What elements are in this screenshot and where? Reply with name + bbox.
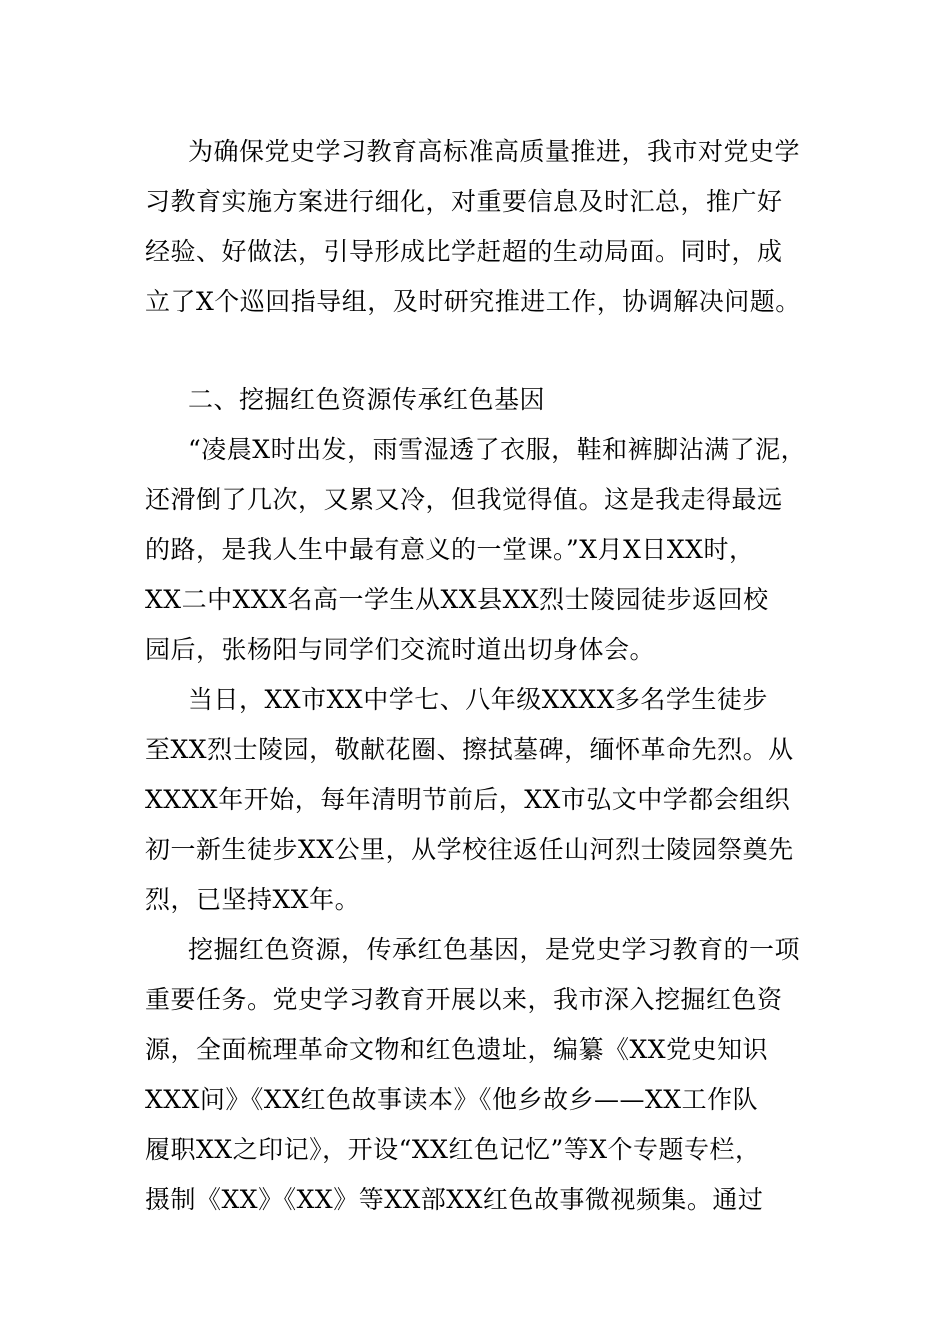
paragraph-line: 重要任务。党史学习教育开展以来，我市深入挖掘红色资 bbox=[145, 985, 783, 1014]
paragraph-line: 烈，已坚持XX年。 bbox=[145, 885, 361, 914]
paragraph-line: 园后，张杨阳与同学们交流时道出切身体会。 bbox=[145, 635, 656, 664]
paragraph-line: 至XX烈士陵园，敬献花圈、擦拭墓碑，缅怀革命先烈。从 bbox=[145, 735, 794, 764]
paragraph-line: 摄制《XX》《XX》等XX部XX红色故事微视频集。通过 bbox=[145, 1185, 764, 1214]
section-heading: 二、挖掘红色资源传承红色基因 bbox=[188, 385, 546, 414]
paragraph-line: 挖掘红色资源，传承红色基因，是党史学习教育的一项 bbox=[188, 935, 801, 964]
paragraph-line: 初一新生徒步XX公里，从学校往返任山河烈士陵园祭奠先 bbox=[145, 835, 794, 864]
paragraph-line: 为确保党史学习教育高标准高质量推进，我市对党史学 bbox=[188, 137, 801, 166]
paragraph-line: 还滑倒了几次，又累又冷，但我觉得值。这是我走得最远 bbox=[145, 485, 783, 514]
paragraph-line: 当日，XX市XX中学七、八年级XXXX多名学生徒步 bbox=[188, 685, 768, 714]
paragraph-line: 源，全面梳理革命文物和红色遗址，编纂《XX党史知识 bbox=[145, 1035, 769, 1064]
paragraph-line: XX二中XXX名高一学生从XX县XX烈士陵园徒步返回校 bbox=[145, 585, 769, 614]
paragraph-line: 履职XX之印记》，开设“XX红色记忆”等X个专题专栏， bbox=[145, 1135, 761, 1164]
paragraph-line: XXX问》《XX红色故事读本》《他乡故乡——XX工作队 bbox=[145, 1085, 759, 1114]
paragraph-line: XXXX年开始，每年清明节前后，XX市弘文中学都会组织 bbox=[145, 785, 791, 814]
paragraph-line: 习教育实施方案进行细化，对重要信息及时汇总，推广好 bbox=[145, 187, 783, 216]
paragraph-line: 经验、好做法，引导形成比学赶超的生动局面。同时，成 bbox=[145, 237, 783, 266]
paragraph-line: 的路，是我人生中最有意义的一堂课。”X月X日XX时， bbox=[145, 535, 755, 564]
paragraph-line: 立了X个巡回指导组，及时研究推进工作，协调解决问题。 bbox=[145, 287, 801, 316]
paragraph-line: “凌晨X时出发，雨雪湿透了衣服，鞋和裤脚沾满了泥， bbox=[188, 435, 807, 464]
